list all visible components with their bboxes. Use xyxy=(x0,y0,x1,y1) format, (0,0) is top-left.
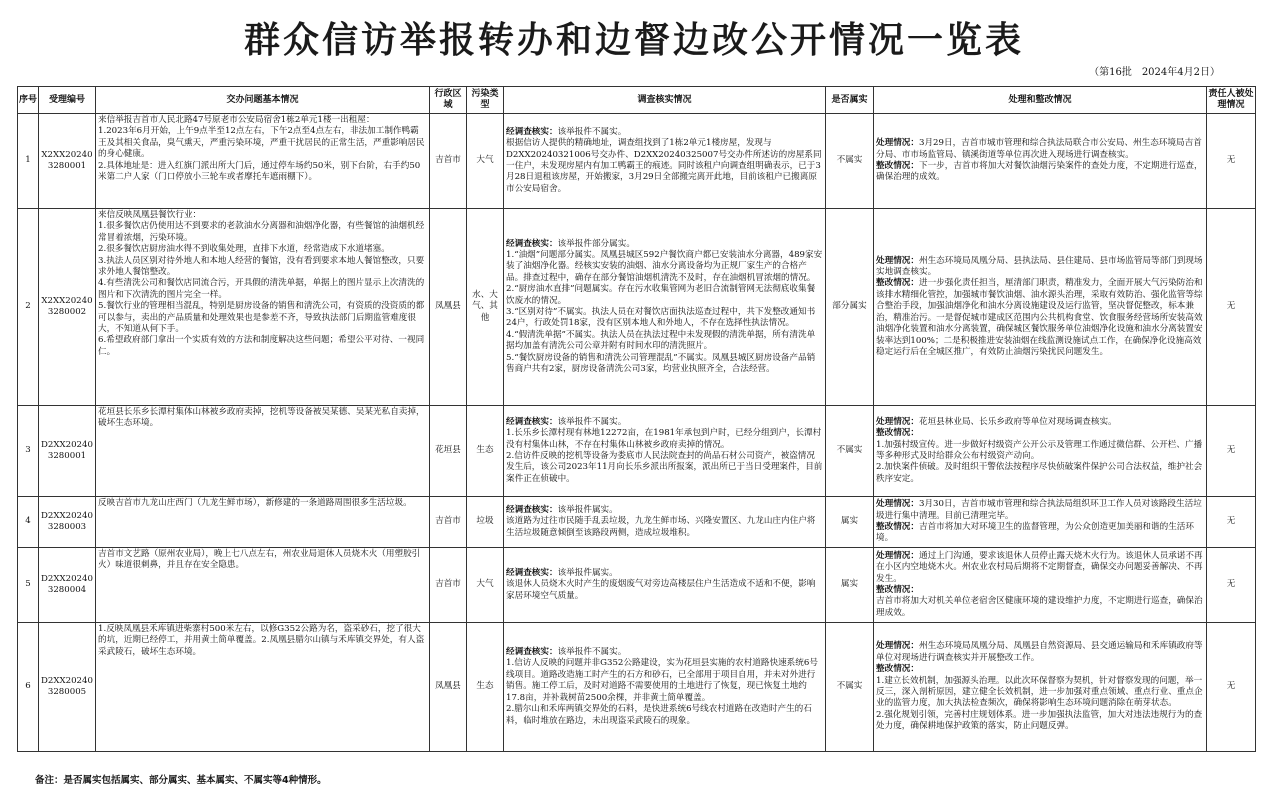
cell-case-no: X2XX20240 3280001 xyxy=(39,114,96,209)
header-handling: 处理和整改情况 xyxy=(874,87,1207,114)
handling-label: 处理情况： xyxy=(876,641,919,652)
cell-pollution: 水、大气、其他 xyxy=(467,209,504,406)
footnote: 备注：是否属实包括属实、部分属实、基本属实、不属实等4种情形。 xyxy=(35,775,327,786)
cell-handling xyxy=(874,623,1207,752)
table-row xyxy=(18,623,1256,752)
handling-label: 处理情况： xyxy=(876,255,919,266)
header-case-no: 受理编号 xyxy=(39,87,96,114)
investigation-label: 经调查核实： xyxy=(506,238,558,249)
cell-handling xyxy=(874,548,1207,623)
cell-seq: 6 xyxy=(18,623,39,752)
handling-text: 下一步，吉首市将加大对餐饮油烟污染案件的查处力度，不定期进行巡查，确保治理的成效。 xyxy=(876,161,1203,183)
cell-is-true: 不属实 xyxy=(826,114,874,209)
handling-block xyxy=(876,551,1204,585)
cell-problem: 来信反映凤凰县餐饮行业： 1.很多餐饮店仍使用达不到要求的老款油水分离器和油烟净化器，有些餐馆的油烟机经常冒着浓烟，污染环境。 2.很多餐饮店厨房油水得不到收集处理，直排下水道，经常造成下水道堵塞。 3.执法人员区别对待外地人和本地人经营的餐馆，没有看到要求本地人餐馆整改，只要求外地人餐馆整改。 4.有些清洗公司和餐饮店同流合污，开具假的清洗单据，单据上的图片显示上次清洗的图片和下次清洗的图片完全一样。 5.餐饮行业的管理相当混乱，特别是厨房设备的销售和清洗公司，有资质的没资质的都可以参与，卖出的产品质量和处理效果也是参差不齐，导致执法部门后期监管难度很大，不知道从何下手。 6.希望政府部门拿出一个实质有效的方法和制度解决这些问题；希望公平对待、一视同仁。 xyxy=(96,209,430,406)
cell-case-no: X2XX20240 3280002 xyxy=(39,209,96,406)
handling-block xyxy=(876,428,1204,485)
investigation-label: 经调查核实： xyxy=(506,126,558,137)
cell-is-true: 不属实 xyxy=(826,406,874,497)
cell-handling xyxy=(874,406,1207,497)
cell-is-true: 属实 xyxy=(826,548,874,623)
cell-accountability: 无 xyxy=(1207,548,1256,623)
cell-handling xyxy=(874,209,1207,406)
handling-block xyxy=(876,522,1204,545)
header-pollution: 污染类型 xyxy=(467,87,504,114)
cell-district: 花垣县 xyxy=(430,406,467,497)
cell-accountability: 无 xyxy=(1207,497,1256,548)
cell-is-true: 部分属实 xyxy=(826,209,874,406)
handling-text: 通过上门沟通，要求该退休人员停止露天烧木火行为。该退休人员承诺不再在小区内空地烧木火。州农业农村局后期将不定期督查，确保交办问题妥善解决、不再发生。 xyxy=(876,550,1203,584)
cell-pollution: 生态 xyxy=(467,406,504,497)
table-row xyxy=(18,548,1256,623)
investigation-text: 该举报件不属实。 根据信访人提供的精确地址，调查组找到了1栋2单元1楼房屋，发现与D2XX20240321006号交办件、D2XX20240325007号交办件所述访的房屋系同一住户，未发现房屋内有加工鸭霸王的痕迹。同时该租户向调查组明确表示，已于3月28日退租该房屋，开始搬家，3月29日全部搬完离开此地，目前该租户已搬离原市公安局宿舍。 xyxy=(506,126,822,194)
investigation-label: 经调查核实： xyxy=(506,504,558,515)
investigation-label: 经调查核实： xyxy=(506,567,558,578)
cell-seq: 2 xyxy=(18,209,39,406)
cell-case-no: D2XX20240 3280004 xyxy=(39,548,96,623)
cell-case-no: D2XX20240 3280001 xyxy=(39,406,96,497)
cell-investigation xyxy=(504,406,826,497)
cell-handling xyxy=(874,114,1207,209)
cell-district: 吉首市 xyxy=(430,497,467,548)
cell-case-no: D2XX20240 3280003 xyxy=(39,497,96,548)
handling-label: 整改情况： xyxy=(876,522,919,532)
handling-text: 1.加强村级宣传。进一步做好村级资产公开公示及管理工作通过微信群、公开栏、广播等多种形式及时给群众公布村级资产动向。 2.加快案件侦破。及时组织干警依法按程序尽快侦破案件保护公司合法权益，维护社会秩序安定。 xyxy=(876,439,1203,484)
investigation-text: 该举报件部分属实。 1.“油烟”问题部分属实。凤凰县城区592户餐饮商户都已安装油水分离器，489家安装了油烟净化器。经核实安装的油烟、油水分离设备均为正规厂家生产的合格产品。排查过程中，确存在部分餐馆油烟机清洗不及时，存在油烟机冒浓烟的情况。 2.“厨房油水直排”问题属实。存在污水收集管网为老旧合流制管网无法彻底收集餐饮废水的情况。 3.“区别对待”不属实。执法人员在对餐饮店面执法巡查过程中，共下发整改通知书24户，行政处罚18家，没有区别本地人和外地人，不存在选择性执法情况。 4.“假清洗单据”不属实。执法人员在执法过程中未发现假的清洗单据，所有清洗单据均加盖有清洗公司公章并附有时间水印的清洗照片。 5.“餐饮厨房设备的销售和清洗公司管理混乱”不属实。凤凰县城区厨房设备产品销售商户共有2家，厨房设备清洗公司3家，均营业执照齐全，合法经营。 xyxy=(506,238,823,375)
handling-block xyxy=(876,417,1204,428)
cell-problem: 1.反映凤凰县禾库镇进柴寨村500米左右，以修G352公路为名，盗采砂石，挖了很大的坑，近期已经停工，并用黄土简单覆盖。2.凤凰县腊尔山镇与禾库镇交界处，有人盗采武陵石，破坏生态环境。 xyxy=(96,623,430,752)
cell-accountability: 无 xyxy=(1207,209,1256,406)
header-is-true: 是否属实 xyxy=(826,87,874,114)
cell-investigation xyxy=(504,114,826,209)
cell-district: 吉首市 xyxy=(430,114,467,209)
cell-case-no: D2XX20240 3280005 xyxy=(39,623,96,752)
handling-block xyxy=(876,161,1204,184)
investigation-text: 该举报件属实。 该道路为过往市民随手乱丢垃圾，九龙生鲜市场、兴隆安置区、九龙山庄内住户将生活垃圾随意倾倒至该路段两侧，造成垃圾堆积。 xyxy=(506,504,816,538)
cell-problem: 花垣县长乐乡长潭村集体山林被乡政府卖掉，挖机等设备被吴某德、吴某光私自卖掉，破坏生态环境。 xyxy=(96,406,430,497)
cell-investigation xyxy=(504,623,826,752)
handling-text: 州生态环境局凤凰分局、凤凰县自然资源局、县交通运输局和禾库镇政府等单位对现场进行调查核实并开展整改工作。 xyxy=(876,641,1203,663)
handling-label: 处理情况： xyxy=(876,416,919,427)
handling-text: 3月30日，吉首市城市管理和综合执法局组织环卫工作人员对该路段生活垃圾进行集中清理。目前已清理完毕。 xyxy=(876,499,1202,521)
header-seq: 序号 xyxy=(18,87,39,114)
handling-label: 整改情况： xyxy=(876,428,919,439)
investigation-text: 该举报件属实。 该退休人员烧木火时产生的废烟废气对旁边高楼层住户生活造成不适和不便，影响家居环境空气质量。 xyxy=(506,567,816,601)
cell-seq: 5 xyxy=(18,548,39,623)
investigation-label: 经调查核实： xyxy=(506,647,558,658)
cell-pollution: 垃圾 xyxy=(467,497,504,548)
handling-text: 州生态环境局凤凰分局、县执法局、县住建局、县市场监管局等部门到现场实地调查核实。 xyxy=(876,255,1203,278)
cell-handling xyxy=(874,497,1207,548)
batch-info: （第16批 2024年4月2日） xyxy=(1089,67,1220,78)
cell-district: 凤凰县 xyxy=(430,623,467,752)
cell-is-true: 不属实 xyxy=(826,623,874,752)
handling-label: 整改情况： xyxy=(876,585,919,595)
cell-problem: 反映吉首市九龙山庄西门（九龙生鲜市场），新修建的一条道路周围很多生活垃圾。 xyxy=(96,497,430,548)
handling-text: 1.建立长效机制，加强源头治理。以此次环保督察为契机，针对督察发现的问题，举一反三，深入剖析原因，建立健全长效机制，进一步加强对重点领域、重点行业、重点企业的监管力度，加大执法检查频次，确保将影响生态环境问题消除在萌芽状态。 2.强化规划引领，完善村庄规划体系。进一步加强执法监管，加大对违法违规行为的查处力度，确保耕地保护政策的落实，防止问题反弹。 xyxy=(876,675,1203,732)
handling-block xyxy=(876,585,1204,619)
table-row xyxy=(18,209,1256,406)
cell-pollution: 生态 xyxy=(467,623,504,752)
header-investigation: 调查核实情况 xyxy=(504,87,826,114)
cell-problem: 吉首市文艺路（原州农业局），晚上七八点左右，州农业局退休人员烧木火（用塑胶引火）味道很刺鼻，并且存在安全隐患。 xyxy=(96,548,430,623)
handling-block xyxy=(876,256,1204,279)
handling-block xyxy=(876,641,1204,664)
cell-seq: 1 xyxy=(18,114,39,209)
handling-block xyxy=(876,664,1204,732)
handling-block xyxy=(876,138,1204,161)
cell-accountability: 无 xyxy=(1207,406,1256,497)
handling-text: 吉首市将加大对环境卫生的监督管理，为公众创造更加美丽和谐的生活环境。 xyxy=(876,522,1194,544)
handling-block xyxy=(876,278,1204,358)
cell-investigation xyxy=(504,209,826,406)
investigation-text: 该举报件不属实。 1.长乐乡长潭村现有林地12272亩，在1981年承包到户时，已经分组到户，长潭村没有村集体山林，不存在村集体山林被乡政府卖掉的情况。 2.信访件反映的挖机等设备为娄底市人民法院查封的尚品石材公司资产，被盗情况发生后，该公司2023年11月向长乐乡派出所报案，派出所已于当日受理案件，目前案件正在侦破中。 xyxy=(506,416,823,484)
handling-text: 花垣县林业局、长乐乡政府等单位对现场调查核实。 xyxy=(918,416,1117,427)
handling-block xyxy=(876,499,1204,522)
cell-pollution: 大气 xyxy=(467,114,504,209)
cell-seq: 3 xyxy=(18,406,39,497)
handling-label: 处理情况： xyxy=(876,550,919,561)
cell-accountability: 无 xyxy=(1207,623,1256,752)
cell-is-true: 属实 xyxy=(826,497,874,548)
cell-accountability: 无 xyxy=(1207,114,1256,209)
handling-text: 3月29日，吉首市城市管理和综合执法局联合市公安局、州生态环境局吉首分局、市市场监管局、镇溪街道等单位再次进入现场进行调查核实。 xyxy=(876,138,1202,160)
cell-seq: 4 xyxy=(18,497,39,548)
investigation-text: 该举报件不属实。 1.信访人反映的问题并非G352公路建设，实为花垣县实施的农村道路快速系统6号线项目。道路改造施工时产生的石方和砂石，已全部用于项目自用，并未对外进行销售。施工停工后，及时对道路不需要使用的土地进行了恢复，现已恢复土地约17.8亩，并补栽树苗2500余棵，并非黄土简单覆盖。 2.腊尔山和禾库两镇交界处的石料，是快进系统6号线农村道路在改造时产生的石料，临时堆放在路边，未出现盗采武陵石的现象。 xyxy=(506,647,818,726)
handling-text: 吉首市将加大对机关单位老宿舍区健康环境的建设维护力度，不定期进行巡查，确保治理成效。 xyxy=(876,596,1203,618)
disclosure-table xyxy=(17,86,1256,752)
handling-label: 处理情况： xyxy=(876,499,919,510)
header-district: 行政区域 xyxy=(430,87,467,114)
handling-label: 处理情况： xyxy=(876,138,919,149)
header-problem: 交办问题基本情况 xyxy=(96,87,430,114)
cell-pollution: 大气 xyxy=(467,548,504,623)
table-row xyxy=(18,114,1256,209)
handling-label: 整改情况： xyxy=(876,161,919,171)
table-row xyxy=(18,406,1256,497)
table-header-row xyxy=(18,87,1256,114)
handling-text: 进一步强化责任担当，厘清部门职责，精准发力，全面开展大气污染防治和该排水精细化管控，加强城市餐饮油烟、油水源头治理，采取有效防治、强化监管等综合整治手段，加强油烟净化和油水分离设施建设及运行监管，坚决督促整改，标本兼治，精准治污。一是督促城市建成区范围内公共机构食堂、饮食服务经营场所安装高效油烟净化装置和油水分离装置，确保城区餐饮服务单位油烟净化设施和油水分离装置安装率达到100%；二是积极推进安装油烟在线监测设施试点工作，在确保净化设施高效稳定运行后在全城区推广，有效防止油烟污染扰民问题发生。 xyxy=(876,278,1203,357)
cell-problem: 来信举报吉首市人民北路47号原老市公安局宿舍1栋2单元1楼一出租屋： 1.2023年6月开始，上午9点半至12点左右，下午2点至4点左右，非法加工制作鸭霸王及其相关食品，臭气熏天，严重污染环境，严重干扰居民的正常生活，严重影响居民的身心健康。 2.具体地址是：进入红旗门派出所大门后，通过停车场约50米，别下台阶，右手约50米第二户人家（门口停放小三轮车或者摩托车遮雨棚下）。 xyxy=(96,114,430,209)
page-title: 群众信访举报转办和边督边改公开情况一览表 xyxy=(243,20,1024,61)
cell-investigation xyxy=(504,548,826,623)
cell-investigation xyxy=(504,497,826,548)
cell-district: 吉首市 xyxy=(430,548,467,623)
investigation-label: 经调查核实： xyxy=(506,416,558,427)
handling-label: 整改情况： xyxy=(876,664,919,675)
table-row xyxy=(18,497,1256,548)
cell-district: 凤凰县 xyxy=(430,209,467,406)
handling-label: 整改情况： xyxy=(876,278,919,289)
header-accountability: 责任人被处理情况 xyxy=(1207,87,1256,114)
